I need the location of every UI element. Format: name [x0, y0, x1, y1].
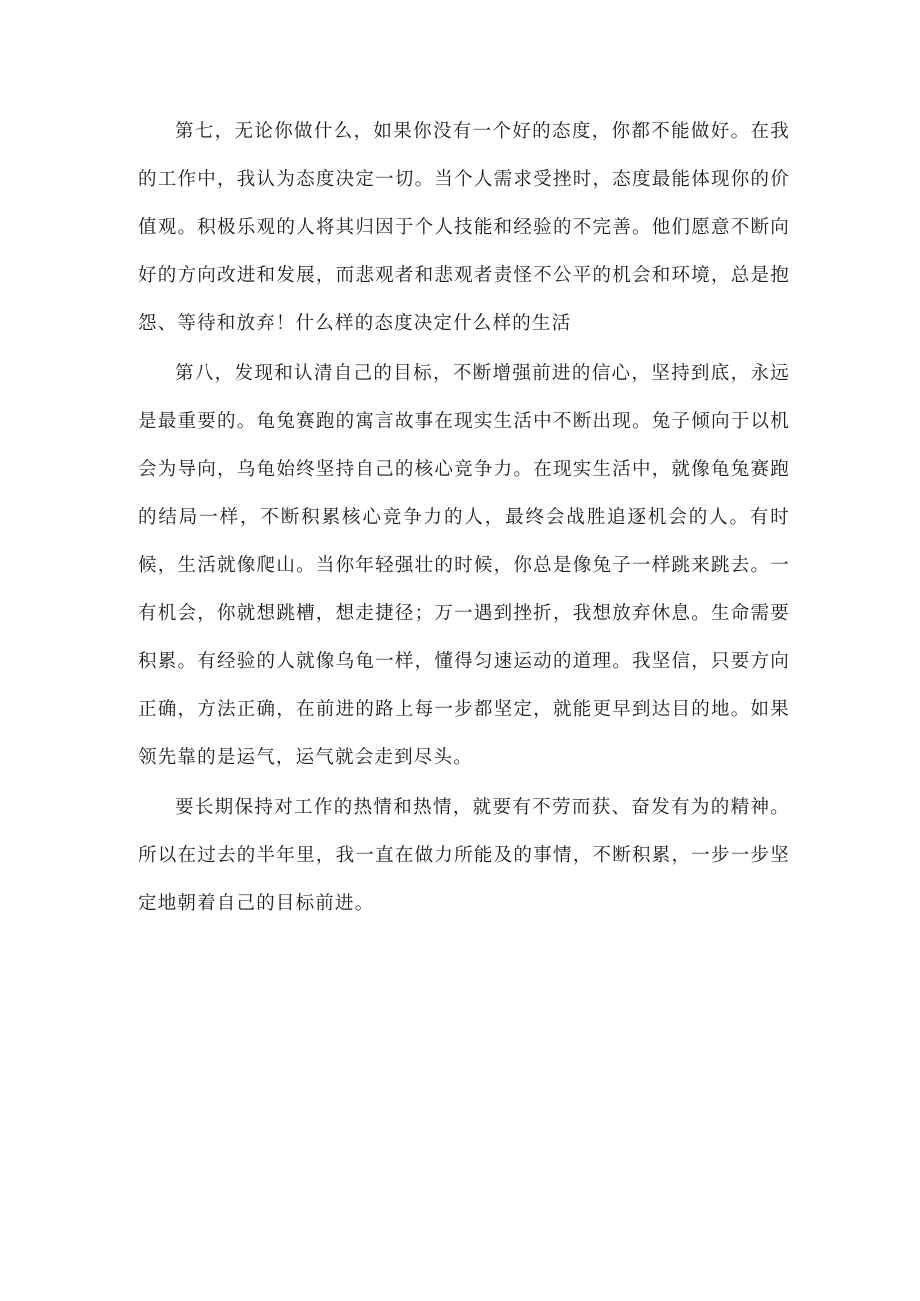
- document-body: [138, 108, 790, 928]
- paragraph-conclusion: 要长期保持对工作的热情和热情，就要有不劳而获、奋发有为的精神。所以在过去的半年里，我一直在做力所能及的事情，不断积累，一步一步坚定地朝着自己的目标前进。: [138, 797, 790, 914]
- paragraph-seventh-point: 第七，无论你做什么，如果你没有一个好的态度，你都不能做好。在我的工作中，我认为态度决定一切。当个人需求受挫时，态度最能体现你的价值观。积极乐观的人将其归因于个人技能和经验的不完善。他们愿意不断向好的方向改进和发展，而悲观者和悲观者责怪不公平的机会和环境，总是抱怨、等待和放弃！什么样的态度决定什么样的生活: [138, 121, 790, 334]
- paragraph-eighth-point: 第八，发现和认清自己的目标，不断增强前进的信心，坚持到底，永远是最重要的。龟兔赛跑的寓言故事在现实生活中不断出现。兔子倾向于以机会为导向，乌龟始终坚持自己的核心竞争力。在现实生活中，就像龟兔赛跑的结局一样，不断积累核心竞争力的人，最终会战胜追逐机会的人。有时候，生活就像爬山。当你年轻强壮的时候，你总是像兔子一样跳来跳去。一有机会，你就想跳槽，想走捷径；万一遇到挫折，我想放弃休息。生命需要积累。有经验的人就像乌龟一样，懂得匀速运动的道理。我坚信，只要方向正确，方法正确，在前进的路上每一步都坚定，就能更早到达目的地。如果领先靠的是运气，运气就会走到尽头。: [138, 363, 790, 768]
